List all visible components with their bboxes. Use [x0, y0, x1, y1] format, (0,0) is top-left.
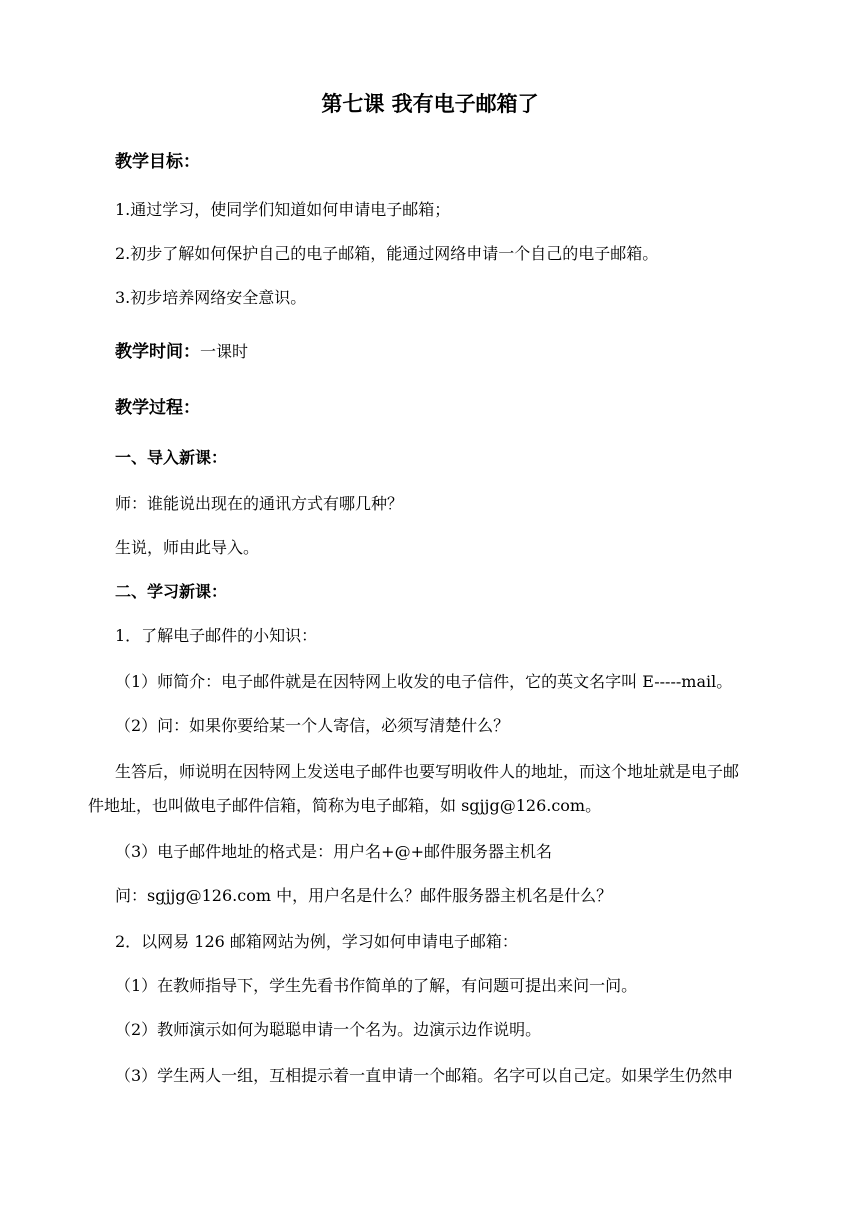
- goal-item-3: 3.初步培养网络安全意识。: [115, 288, 307, 307]
- section2-line-6: （3）电子邮件地址的格式是：用户名+@+邮件服务器主机名: [115, 842, 552, 861]
- section2-line-2: （1）师简介：电子邮件就是在因特网上收发的电子信件，它的英文名字叫 E-----mail。: [115, 672, 733, 691]
- section2-heading: 二、学习新课：: [115, 582, 228, 601]
- time-value: 一课时: [200, 342, 249, 361]
- goal-item-2: 2.初步了解如何保护自己的电子邮箱，能通过网络申请一个自己的电子邮箱。: [115, 244, 659, 263]
- section2-line-10: （2）教师演示如何为聪聪申请一个名为。边演示边作说明。: [115, 1020, 542, 1039]
- section2-line-7: 问：sgjjg@126.com 中，用户名是什么？邮件服务器主机名是什么？: [115, 886, 613, 905]
- page-title: 第七课 我有电子邮箱了: [321, 92, 539, 116]
- section2-line-4: 生答后，师说明在因特网上发送电子邮件也要写明收件人的地址，而这个地址就是电子邮: [115, 762, 740, 781]
- goal-item-1: 1.通过学习，使同学们知道如何申请电子邮箱；: [115, 200, 451, 219]
- goals-heading: 教学目标：: [115, 152, 200, 172]
- section1-line-1: 师：谁能说出现在的通讯方式有哪几种？: [115, 494, 404, 513]
- time-heading: 教学时间：: [115, 342, 200, 362]
- section2-line-1: 1．了解电子邮件的小知识：: [115, 626, 318, 645]
- section2-line-5: 件地址，也叫做电子邮件信箱，简称为电子邮箱，如 sgjjg@126.com。: [88, 796, 602, 815]
- section2-line-8: 2．以网易 126 邮箱网站为例，学习如何申请电子邮箱：: [115, 932, 518, 951]
- section2-line-9: （1）在教师指导下，学生先看书作简单的了解，有问题可提出来问一问。: [115, 976, 638, 995]
- section1-line-2: 生说，师由此导入。: [115, 538, 260, 557]
- section2-line-3: （2）问：如果你要给某一个人寄信，必须写清楚什么？: [115, 716, 510, 735]
- time-row: [115, 342, 248, 362]
- section1-heading: 一、导入新课：: [115, 448, 228, 467]
- section2-line-11: （3）学生两人一组，互相提示着一直申请一个邮箱。名字可以自己定。如果学生仍然申: [115, 1066, 734, 1085]
- process-heading: 教学过程：: [115, 398, 200, 418]
